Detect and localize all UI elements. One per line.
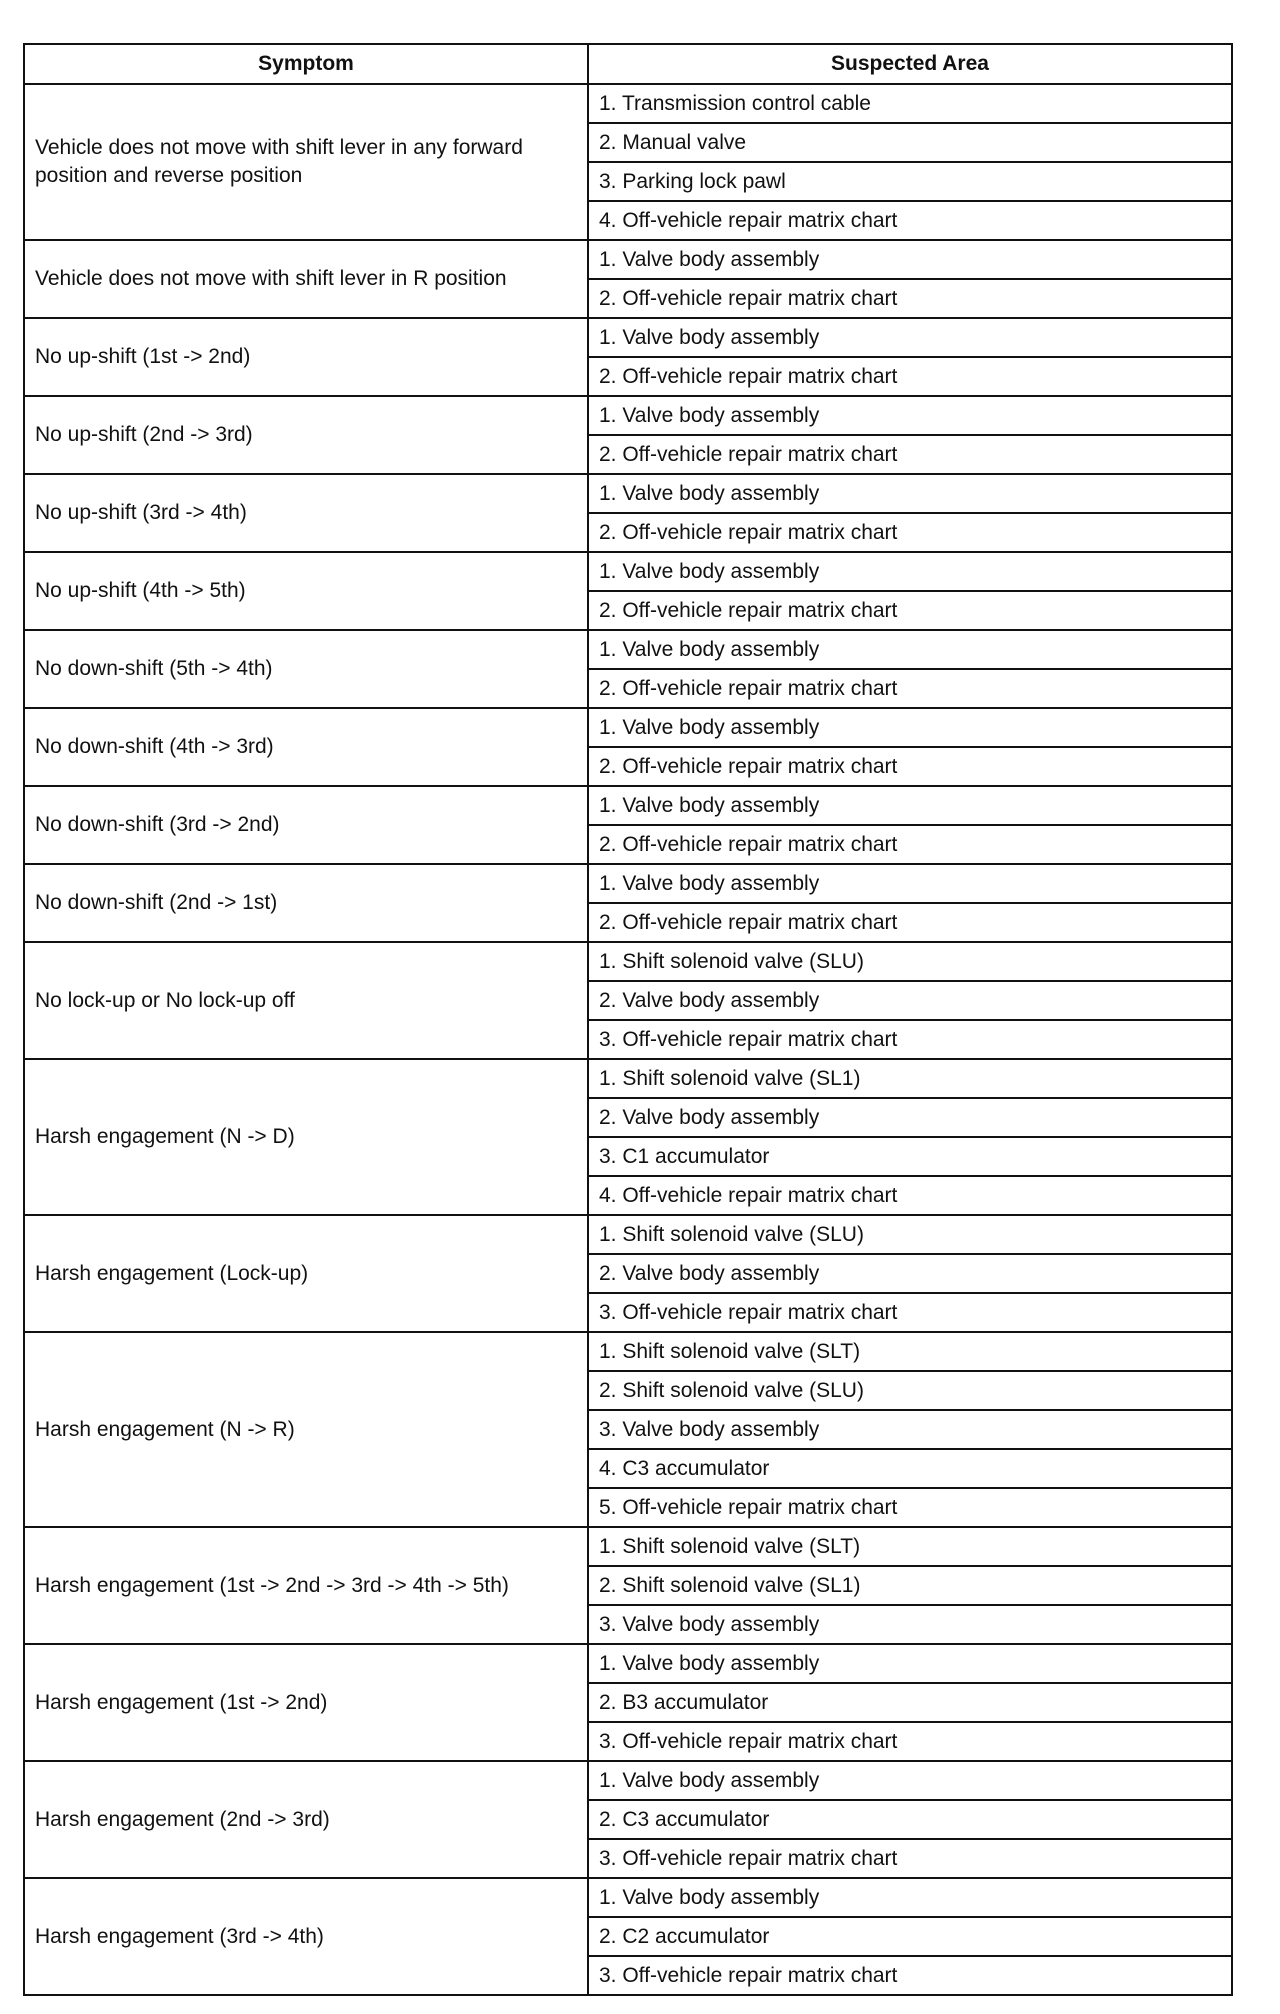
suspected-area-cell: 1. Valve body assembly: [588, 1878, 1232, 1917]
suspected-area-cell: 2. C2 accumulator: [588, 1917, 1232, 1956]
table-row: [24, 474, 1232, 513]
symptom-cell: Harsh engagement (N -> D): [24, 1059, 588, 1215]
suspected-area-cell: 4. C3 accumulator: [588, 1449, 1232, 1488]
suspected-area-cell: 5. Off-vehicle repair matrix chart: [588, 1488, 1232, 1527]
suspected-area-cell: 2. Off-vehicle repair matrix chart: [588, 825, 1232, 864]
suspected-area-cell: 3. Off-vehicle repair matrix chart: [588, 1293, 1232, 1332]
suspected-area-cell: 4. Off-vehicle repair matrix chart: [588, 201, 1232, 240]
symptom-cell: Harsh engagement (2nd -> 3rd): [24, 1761, 588, 1878]
suspected-area-cell: 1. Shift solenoid valve (SLU): [588, 1215, 1232, 1254]
symptom-cell: Harsh engagement (1st -> 2nd -> 3rd -> 4th -> 5th): [24, 1527, 588, 1644]
suspected-area-cell: 3. Off-vehicle repair matrix chart: [588, 1956, 1232, 1995]
table-row: [24, 396, 1232, 435]
suspected-area-cell: 2. Off-vehicle repair matrix chart: [588, 357, 1232, 396]
symptom-cell: No down-shift (4th -> 3rd): [24, 708, 588, 786]
symptom-cell: Harsh engagement (3rd -> 4th): [24, 1878, 588, 1995]
suspected-area-cell: 3. Parking lock pawl: [588, 162, 1232, 201]
table-row: [24, 318, 1232, 357]
symptom-cell: Vehicle does not move with shift lever in any forward position and reverse position: [24, 84, 588, 240]
table-row: [24, 1332, 1232, 1371]
suspected-area-cell: 2. Off-vehicle repair matrix chart: [588, 435, 1232, 474]
table-body: [24, 84, 1232, 1995]
suspected-area-cell: 2. Valve body assembly: [588, 1098, 1232, 1137]
suspected-area-cell: 2. Off-vehicle repair matrix chart: [588, 903, 1232, 942]
suspected-area-cell: 1. Valve body assembly: [588, 708, 1232, 747]
suspected-area-cell: 1. Valve body assembly: [588, 552, 1232, 591]
suspected-area-cell: 3. C1 accumulator: [588, 1137, 1232, 1176]
table-row: [24, 1059, 1232, 1098]
suspected-area-cell: 3. Valve body assembly: [588, 1605, 1232, 1644]
symptom-table: [23, 43, 1233, 1996]
table-row: [24, 630, 1232, 669]
table-row: [24, 1878, 1232, 1917]
table-row: [24, 942, 1232, 981]
suspected-area-cell: 1. Shift solenoid valve (SLT): [588, 1332, 1232, 1371]
table-row: [24, 1215, 1232, 1254]
suspected-area-cell: 1. Valve body assembly: [588, 318, 1232, 357]
table-row: [24, 786, 1232, 825]
suspected-area-cell: 3. Off-vehicle repair matrix chart: [588, 1722, 1232, 1761]
symptom-cell: No down-shift (5th -> 4th): [24, 630, 588, 708]
suspected-area-cell: 4. Off-vehicle repair matrix chart: [588, 1176, 1232, 1215]
suspected-area-cell: 1. Valve body assembly: [588, 1761, 1232, 1800]
suspected-area-cell: 2. Off-vehicle repair matrix chart: [588, 591, 1232, 630]
suspected-area-cell: 1. Valve body assembly: [588, 474, 1232, 513]
suspected-area-cell: 2. C3 accumulator: [588, 1800, 1232, 1839]
symptom-cell: No down-shift (3rd -> 2nd): [24, 786, 588, 864]
suspected-area-cell: 2. Off-vehicle repair matrix chart: [588, 669, 1232, 708]
symptom-cell: Vehicle does not move with shift lever in R position: [24, 240, 588, 318]
suspected-area-header: Suspected Area: [588, 44, 1232, 84]
suspected-area-cell: 3. Off-vehicle repair matrix chart: [588, 1839, 1232, 1878]
suspected-area-cell: 2. Manual valve: [588, 123, 1232, 162]
symptom-cell: No down-shift (2nd -> 1st): [24, 864, 588, 942]
suspected-area-cell: 2. Shift solenoid valve (SLU): [588, 1371, 1232, 1410]
suspected-area-cell: 2. Off-vehicle repair matrix chart: [588, 747, 1232, 786]
table-row: [24, 1761, 1232, 1800]
table-row: [24, 84, 1232, 123]
header-row: [24, 44, 1232, 84]
suspected-area-cell: 1. Shift solenoid valve (SLT): [588, 1527, 1232, 1566]
symptom-cell: Harsh engagement (Lock-up): [24, 1215, 588, 1332]
suspected-area-cell: 3. Off-vehicle repair matrix chart: [588, 1020, 1232, 1059]
suspected-area-cell: 2. Shift solenoid valve (SL1): [588, 1566, 1232, 1605]
symptom-cell: No up-shift (4th -> 5th): [24, 552, 588, 630]
symptom-cell: Harsh engagement (N -> R): [24, 1332, 588, 1527]
table-row: [24, 552, 1232, 591]
symptom-header: Symptom: [24, 44, 588, 84]
suspected-area-cell: 1. Valve body assembly: [588, 630, 1232, 669]
symptom-cell: No lock-up or No lock-up off: [24, 942, 588, 1059]
table-row: [24, 864, 1232, 903]
symptom-cell: No up-shift (1st -> 2nd): [24, 318, 588, 396]
table-row: [24, 708, 1232, 747]
symptom-cell: No up-shift (3rd -> 4th): [24, 474, 588, 552]
suspected-area-cell: 1. Shift solenoid valve (SL1): [588, 1059, 1232, 1098]
suspected-area-cell: 1. Valve body assembly: [588, 1644, 1232, 1683]
table-row: [24, 240, 1232, 279]
suspected-area-cell: 2. B3 accumulator: [588, 1683, 1232, 1722]
suspected-area-cell: 2. Off-vehicle repair matrix chart: [588, 513, 1232, 552]
suspected-area-cell: 2. Off-vehicle repair matrix chart: [588, 279, 1232, 318]
symptom-cell: No up-shift (2nd -> 3rd): [24, 396, 588, 474]
suspected-area-cell: 1. Valve body assembly: [588, 240, 1232, 279]
suspected-area-cell: 1. Valve body assembly: [588, 396, 1232, 435]
suspected-area-cell: 3. Valve body assembly: [588, 1410, 1232, 1449]
suspected-area-cell: 1. Valve body assembly: [588, 786, 1232, 825]
table-row: [24, 1527, 1232, 1566]
suspected-area-cell: 1. Transmission control cable: [588, 84, 1232, 123]
suspected-area-cell: 2. Valve body assembly: [588, 1254, 1232, 1293]
suspected-area-cell: 1. Valve body assembly: [588, 864, 1232, 903]
symptom-cell: Harsh engagement (1st -> 2nd): [24, 1644, 588, 1761]
suspected-area-cell: 2. Valve body assembly: [588, 981, 1232, 1020]
table-row: [24, 1644, 1232, 1683]
suspected-area-cell: 1. Shift solenoid valve (SLU): [588, 942, 1232, 981]
